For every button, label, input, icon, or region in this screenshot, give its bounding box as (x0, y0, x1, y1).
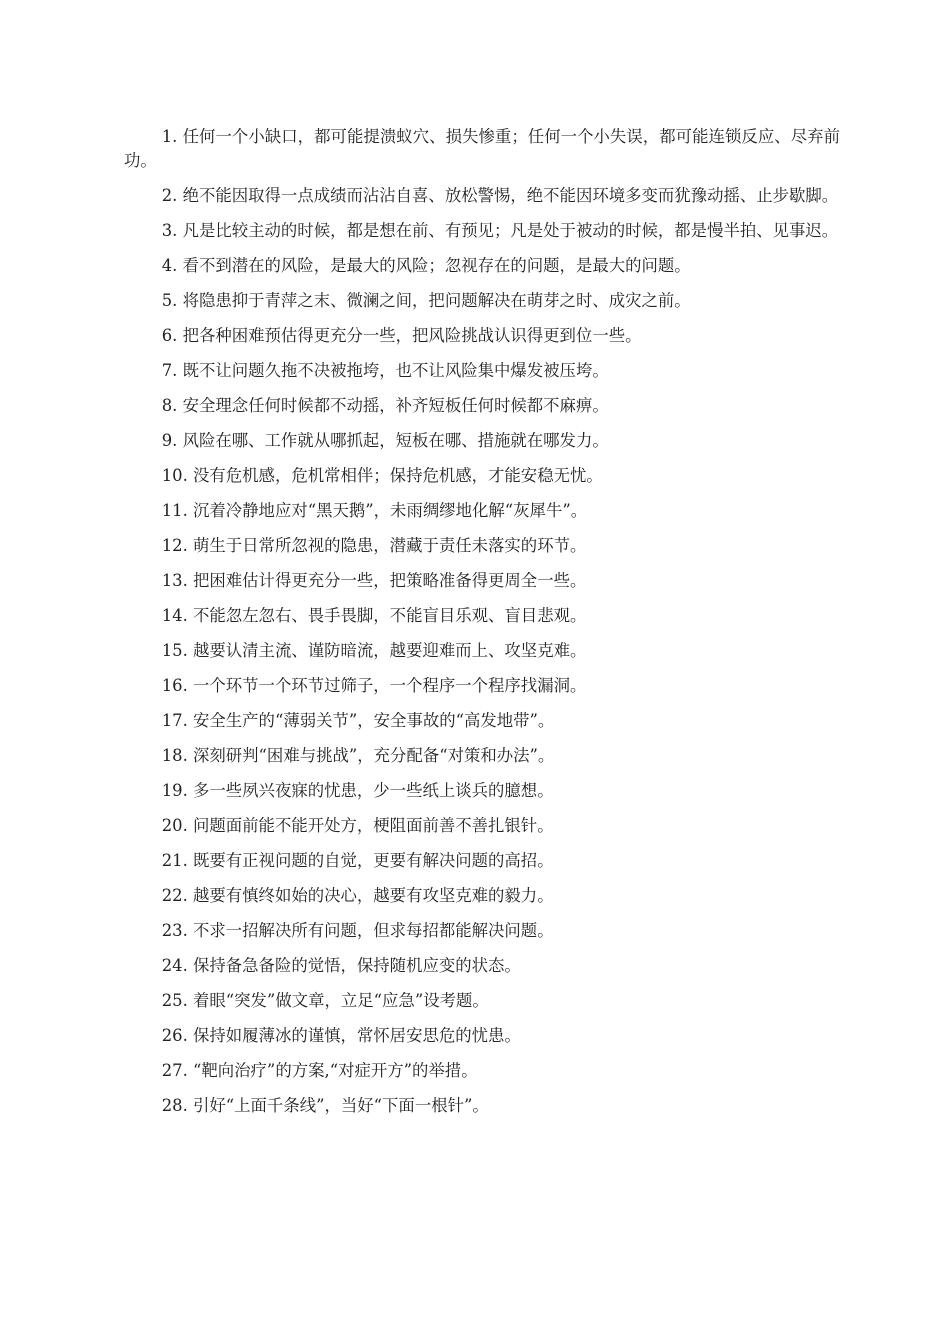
list-item: 13. 把困难估计得更充分一些，把策略准备得更周全一些。 (161, 571, 587, 590)
list-item: 16. 一个环节一个环节过筛子，一个程序一个程序找漏洞。 (161, 676, 587, 695)
list-item: 28. 引好“上面千条线”，当好“下面一根针”。 (161, 1096, 489, 1115)
list-item: 15. 越要认清主流、谨防暗流，越要迎难而上、攻坚克难。 (161, 641, 587, 660)
list-item: 10. 没有危机感，危机常相伴；保持危机感，才能安稳无忧。 (161, 466, 603, 485)
list-item: 26. 保持如履薄冰的谨慎，常怀居安思危的忧患。 (161, 1026, 521, 1045)
list-item: 9. 风险在哪、工作就从哪抓起，短板在哪、措施就在哪发力。 (161, 431, 609, 450)
document-body (124, 125, 840, 1129)
list-item: 27. “靶向治疗”的方案,“对症开方”的举措。 (161, 1061, 478, 1080)
list-item: 20. 问题面前能不能开处方，梗阻面前善不善扎银针。 (161, 816, 554, 835)
list-item: 23. 不求一招解决所有问题，但求每招都能解决问题。 (161, 921, 554, 940)
list-item: 24. 保持备急备险的觉悟，保持随机应变的状态。 (161, 956, 521, 975)
list-item: 17. 安全生产的“薄弱关节”，安全事故的“高发地带”。 (161, 711, 555, 730)
list-item: 5. 将隐患抑于青萍之末、微澜之间，把问题解决在萌芽之时、成灾之前。 (161, 291, 691, 310)
list-item: 3. 凡是比较主动的时候，都是想在前、有预见；凡是处于被动的时候，都是慢半拍、见事迟。 (161, 221, 839, 240)
list-item: 8. 安全理念任何时候都不动摇，补齐短板任何时候都不麻痹。 (161, 396, 609, 415)
list-item: 6. 把各种困难预估得更充分一些，把风险挑战认识得更到位一些。 (161, 326, 642, 345)
list-item: 25. 着眼“突发”做文章，立足“应急”设考题。 (161, 991, 489, 1010)
list-item: 1. 任何一个小缺口，都可能提溃蚁穴、损失惨重；任何一个小失误，都可能连锁反应、尽弃前功。 (124, 127, 840, 170)
list-item: 4. 看不到潜在的风险，是最大的风险；忽视存在的问题，是最大的问题。 (161, 256, 691, 275)
list-item: 19. 多一些夙兴夜寐的忧患，少一些纸上谈兵的臆想。 (161, 781, 554, 800)
list-item: 21. 既要有正视问题的自觉，更要有解决问题的高招。 (161, 851, 554, 870)
list-item: 22. 越要有慎终如始的决心，越要有攻坚克难的毅力。 (161, 886, 554, 905)
list-item: 14. 不能忽左忽右、畏手畏脚，不能盲目乐观、盲目悲观。 (161, 606, 587, 625)
list-item: 2. 绝不能因取得一点成绩而沾沾自喜、放松警惕，绝不能因环境多变而犹豫动摇、止步歇脚。 (161, 186, 839, 205)
list-item: 12. 萌生于日常所忽视的隐患，潜藏于责任未落实的环节。 (161, 536, 587, 555)
list-item: 18. 深刻研判“困难与挑战”，充分配备“对策和办法”。 (161, 746, 555, 765)
list-item: 7. 既不让问题久拖不决被拖垮，也不让风险集中爆发被压垮。 (161, 361, 609, 380)
list-item: 11. 沉着冷静地应对“黑天鹅”，未雨绸缪地化解“灰犀牛”。 (161, 501, 588, 520)
